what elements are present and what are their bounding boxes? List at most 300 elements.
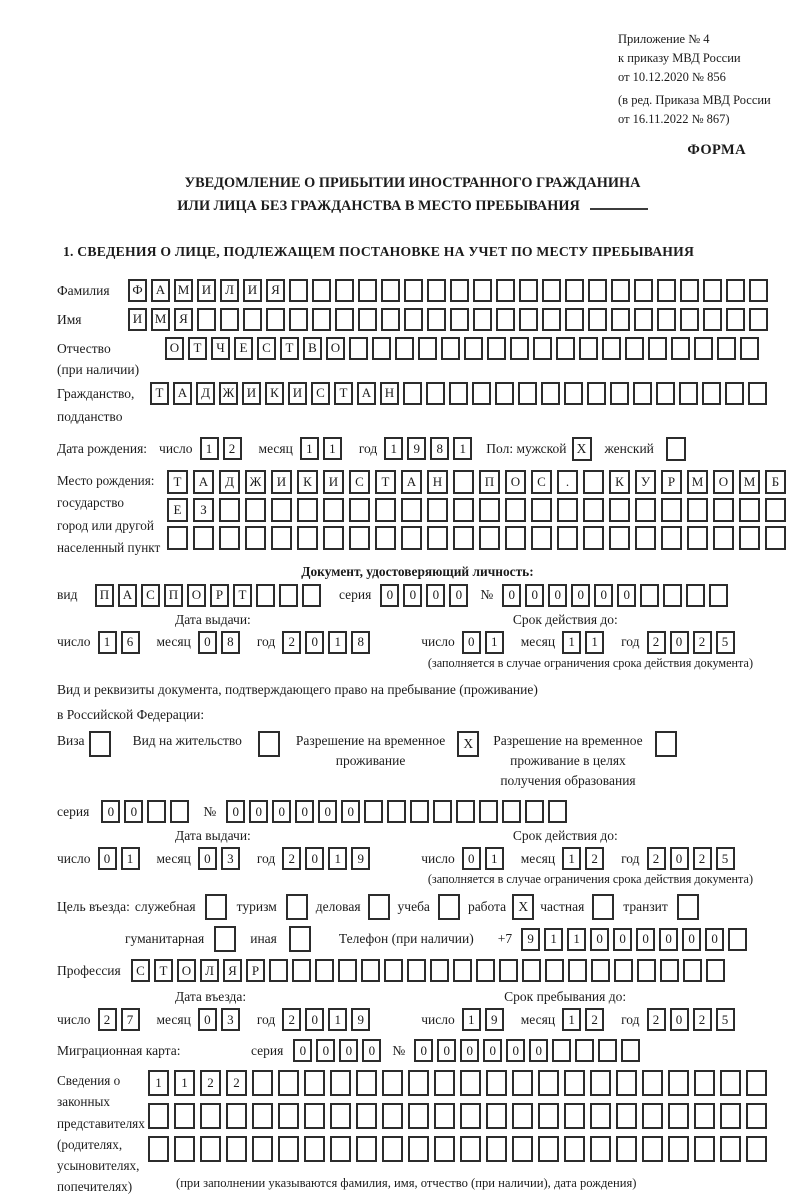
checkbox-transit[interactable] [677,894,699,920]
checkbox-private[interactable] [592,894,614,920]
char-cell[interactable] [330,1070,351,1096]
char-cell[interactable]: 0 [462,631,481,654]
char-cell[interactable] [625,337,644,360]
char-cell[interactable]: С [311,382,330,405]
char-cell[interactable] [486,1070,507,1096]
char-cell[interactable]: 0 [318,800,337,823]
char-cell[interactable]: У [635,470,656,494]
char-cell[interactable] [174,1136,195,1162]
char-cell[interactable] [479,526,500,550]
char-cell[interactable] [703,308,722,331]
char-cell[interactable] [765,526,786,550]
char-cell[interactable] [464,337,483,360]
char-cell[interactable]: 0 [341,800,360,823]
char-cell[interactable]: 1 [485,847,504,870]
char-cell[interactable] [556,337,575,360]
char-cell[interactable]: Ф [128,279,147,302]
char-cell[interactable] [453,526,474,550]
char-cell[interactable] [427,498,448,522]
char-cell[interactable]: 0 [362,1039,381,1062]
char-cell[interactable] [200,1103,221,1129]
char-cell[interactable]: 1 [98,631,117,654]
char-cell[interactable] [256,584,275,607]
char-cell[interactable]: 0 [670,631,689,654]
char-cell[interactable]: 0 [414,1039,433,1062]
char-cell[interactable] [545,959,564,982]
char-cell[interactable] [739,526,760,550]
char-cell[interactable] [403,382,422,405]
char-cell[interactable] [476,959,495,982]
char-cell[interactable] [502,800,521,823]
char-cell[interactable]: Т [167,470,188,494]
char-cell[interactable] [668,1070,689,1096]
char-cell[interactable]: 0 [226,800,245,823]
char-cell[interactable]: 2 [693,1008,712,1031]
char-cell[interactable] [304,1070,325,1096]
char-cell[interactable] [226,1103,247,1129]
char-cell[interactable] [602,337,621,360]
char-cell[interactable] [197,308,216,331]
char-cell[interactable] [668,1103,689,1129]
char-cell[interactable] [512,1136,533,1162]
char-cell[interactable]: 0 [460,1039,479,1062]
char-cell[interactable]: 0 [571,584,590,607]
char-cell[interactable]: 0 [98,847,117,870]
char-cell[interactable] [312,279,331,302]
char-cell[interactable] [748,382,767,405]
char-cell[interactable]: 1 [562,847,581,870]
char-cell[interactable] [616,1070,637,1096]
char-cell[interactable]: 0 [295,800,314,823]
char-cell[interactable]: Я [266,279,285,302]
char-cell[interactable] [252,1136,273,1162]
char-cell[interactable]: 1 [567,928,586,951]
char-cell[interactable]: А [151,279,170,302]
char-cell[interactable] [726,279,745,302]
char-cell[interactable]: 0 [670,1008,689,1031]
char-cell[interactable] [147,800,166,823]
char-cell[interactable]: 9 [351,1008,370,1031]
char-cell[interactable] [312,308,331,331]
char-cell[interactable]: О [713,470,734,494]
checkbox-study[interactable] [438,894,460,920]
char-cell[interactable]: 0 [293,1039,312,1062]
char-cell[interactable] [642,1136,663,1162]
char-cell[interactable] [694,1070,715,1096]
char-cell[interactable] [642,1070,663,1096]
char-cell[interactable] [292,959,311,982]
char-cell[interactable] [702,382,721,405]
char-cell[interactable] [170,800,189,823]
char-cell[interactable] [679,382,698,405]
char-cell[interactable]: 3 [221,1008,240,1031]
char-cell[interactable] [726,308,745,331]
char-cell[interactable]: 2 [98,1008,117,1031]
char-cell[interactable] [610,382,629,405]
char-cell[interactable] [557,526,578,550]
char-cell[interactable] [557,498,578,522]
char-cell[interactable] [193,526,214,550]
checkbox-visa[interactable] [89,731,111,757]
char-cell[interactable] [635,526,656,550]
char-cell[interactable] [323,498,344,522]
char-cell[interactable]: 7 [121,1008,140,1031]
char-cell[interactable] [616,1103,637,1129]
char-cell[interactable]: 5 [716,1008,735,1031]
char-cell[interactable] [349,498,370,522]
char-cell[interactable]: 6 [121,631,140,654]
char-cell[interactable] [473,308,492,331]
char-cell[interactable]: 0 [305,847,324,870]
char-cell[interactable]: И [242,382,261,405]
char-cell[interactable]: 0 [198,1008,217,1031]
char-cell[interactable]: 0 [305,631,324,654]
char-cell[interactable]: Л [200,959,219,982]
char-cell[interactable] [271,526,292,550]
char-cell[interactable] [725,382,744,405]
char-cell[interactable] [717,337,736,360]
char-cell[interactable] [479,498,500,522]
char-cell[interactable]: 0 [659,928,678,951]
char-cell[interactable] [434,1136,455,1162]
char-cell[interactable]: Я [174,308,193,331]
char-cell[interactable] [335,308,354,331]
char-cell[interactable] [538,1136,559,1162]
char-cell[interactable] [746,1070,767,1096]
char-cell[interactable] [472,382,491,405]
char-cell[interactable]: 1 [328,847,347,870]
char-cell[interactable] [671,337,690,360]
char-cell[interactable] [375,526,396,550]
char-cell[interactable] [297,498,318,522]
char-cell[interactable]: 1 [174,1070,195,1096]
char-cell[interactable] [518,382,537,405]
char-cell[interactable]: Т [188,337,207,360]
char-cell[interactable] [575,1039,594,1062]
char-cell[interactable] [338,959,357,982]
char-cell[interactable]: 1 [562,631,581,654]
char-cell[interactable] [450,279,469,302]
char-cell[interactable]: Б [765,470,786,494]
char-cell[interactable] [694,1136,715,1162]
char-cell[interactable] [749,308,768,331]
char-cell[interactable]: 0 [198,631,217,654]
checkbox-business[interactable] [368,894,390,920]
char-cell[interactable] [541,382,560,405]
char-cell[interactable]: 0 [548,584,567,607]
char-cell[interactable] [496,308,515,331]
char-cell[interactable] [512,1070,533,1096]
char-cell[interactable] [505,526,526,550]
char-cell[interactable] [148,1136,169,1162]
char-cell[interactable]: 2 [647,1008,666,1031]
char-cell[interactable] [381,279,400,302]
char-cell[interactable] [720,1070,741,1096]
char-cell[interactable] [739,498,760,522]
char-cell[interactable] [542,279,561,302]
char-cell[interactable] [680,279,699,302]
char-cell[interactable] [656,382,675,405]
char-cell[interactable]: А [118,584,137,607]
char-cell[interactable]: П [164,584,183,607]
char-cell[interactable] [531,526,552,550]
char-cell[interactable] [460,1103,481,1129]
char-cell[interactable] [720,1136,741,1162]
char-cell[interactable] [266,308,285,331]
char-cell[interactable] [687,526,708,550]
char-cell[interactable] [522,959,541,982]
char-cell[interactable] [583,526,604,550]
char-cell[interactable] [174,1103,195,1129]
char-cell[interactable] [538,1103,559,1129]
char-cell[interactable]: 0 [101,800,120,823]
checkbox-residence-permit[interactable] [258,731,280,757]
char-cell[interactable]: 2 [647,847,666,870]
char-cell[interactable] [765,498,786,522]
char-cell[interactable] [496,279,515,302]
char-cell[interactable] [269,959,288,982]
char-cell[interactable] [598,1039,617,1062]
char-cell[interactable]: Т [334,382,353,405]
char-cell[interactable]: 0 [426,584,445,607]
char-cell[interactable] [512,1103,533,1129]
char-cell[interactable]: О [177,959,196,982]
char-cell[interactable] [460,1136,481,1162]
char-cell[interactable]: 8 [351,631,370,654]
char-cell[interactable]: 0 [272,800,291,823]
char-cell[interactable] [486,1136,507,1162]
char-cell[interactable] [564,1103,585,1129]
char-cell[interactable] [358,279,377,302]
char-cell[interactable]: 1 [453,437,472,460]
char-cell[interactable]: С [531,470,552,494]
char-cell[interactable]: 1 [200,437,219,460]
char-cell[interactable] [680,308,699,331]
char-cell[interactable] [220,308,239,331]
checkbox-male[interactable]: X [572,437,592,461]
char-cell[interactable] [579,337,598,360]
char-cell[interactable] [487,337,506,360]
checkbox-temp-residence-edu[interactable] [655,731,677,757]
char-cell[interactable] [538,1070,559,1096]
char-cell[interactable] [278,1103,299,1129]
char-cell[interactable] [642,1103,663,1129]
char-cell[interactable] [410,800,429,823]
char-cell[interactable]: 0 [249,800,268,823]
char-cell[interactable]: 1 [485,631,504,654]
char-cell[interactable]: 2 [226,1070,247,1096]
char-cell[interactable] [634,279,653,302]
char-cell[interactable]: 5 [716,631,735,654]
char-cell[interactable]: А [173,382,192,405]
char-cell[interactable]: 0 [590,928,609,951]
char-cell[interactable]: 1 [462,1008,481,1031]
char-cell[interactable]: 8 [221,631,240,654]
char-cell[interactable] [289,279,308,302]
char-cell[interactable] [588,308,607,331]
char-cell[interactable]: 2 [282,1008,301,1031]
char-cell[interactable] [226,1136,247,1162]
char-cell[interactable] [433,800,452,823]
char-cell[interactable]: 9 [407,437,426,460]
char-cell[interactable] [401,526,422,550]
char-cell[interactable]: Т [280,337,299,360]
char-cell[interactable] [302,584,321,607]
char-cell[interactable]: 0 [462,847,481,870]
char-cell[interactable] [382,1136,403,1162]
char-cell[interactable]: М [687,470,708,494]
char-cell[interactable] [640,584,659,607]
char-cell[interactable] [289,308,308,331]
char-cell[interactable] [407,959,426,982]
char-cell[interactable] [683,959,702,982]
checkbox-official[interactable] [205,894,227,920]
char-cell[interactable] [486,1103,507,1129]
char-cell[interactable]: 2 [647,631,666,654]
char-cell[interactable]: М [151,308,170,331]
char-cell[interactable]: Д [196,382,215,405]
char-cell[interactable] [473,279,492,302]
char-cell[interactable] [441,337,460,360]
char-cell[interactable] [323,526,344,550]
char-cell[interactable] [703,279,722,302]
char-cell[interactable] [590,1070,611,1096]
char-cell[interactable] [749,279,768,302]
char-cell[interactable] [611,308,630,331]
char-cell[interactable] [510,337,529,360]
char-cell[interactable]: 9 [351,847,370,870]
char-cell[interactable]: И [271,470,292,494]
char-cell[interactable]: В [303,337,322,360]
char-cell[interactable] [335,279,354,302]
char-cell[interactable] [706,959,725,982]
char-cell[interactable]: М [739,470,760,494]
char-cell[interactable] [427,526,448,550]
char-cell[interactable] [349,526,370,550]
char-cell[interactable] [330,1103,351,1129]
char-cell[interactable] [364,800,383,823]
char-cell[interactable]: 0 [670,847,689,870]
char-cell[interactable]: Я [223,959,242,982]
char-cell[interactable] [279,584,298,607]
char-cell[interactable]: 8 [430,437,449,460]
char-cell[interactable] [505,498,526,522]
char-cell[interactable] [148,1103,169,1129]
char-cell[interactable]: И [288,382,307,405]
char-cell[interactable] [525,800,544,823]
char-cell[interactable] [372,337,391,360]
checkbox-humanitarian[interactable] [214,926,236,952]
char-cell[interactable] [588,279,607,302]
char-cell[interactable]: Д [219,470,240,494]
char-cell[interactable] [590,1136,611,1162]
char-cell[interactable]: 0 [682,928,701,951]
char-cell[interactable]: Ж [219,382,238,405]
char-cell[interactable]: 2 [693,847,712,870]
char-cell[interactable] [746,1103,767,1129]
char-cell[interactable]: О [187,584,206,607]
char-cell[interactable] [609,498,630,522]
char-cell[interactable]: 0 [525,584,544,607]
char-cell[interactable]: О [505,470,526,494]
char-cell[interactable] [616,1136,637,1162]
char-cell[interactable] [564,1136,585,1162]
char-cell[interactable]: 0 [594,584,613,607]
char-cell[interactable]: 2 [282,847,301,870]
char-cell[interactable]: Т [375,470,396,494]
char-cell[interactable]: Н [427,470,448,494]
char-cell[interactable] [387,800,406,823]
char-cell[interactable] [219,498,240,522]
char-cell[interactable]: 5 [716,847,735,870]
char-cell[interactable]: 0 [316,1039,335,1062]
char-cell[interactable]: 0 [705,928,724,951]
char-cell[interactable] [375,498,396,522]
char-cell[interactable] [728,928,747,951]
char-cell[interactable] [278,1136,299,1162]
char-cell[interactable] [408,1070,429,1096]
char-cell[interactable] [382,1070,403,1096]
char-cell[interactable] [663,584,682,607]
char-cell[interactable]: О [165,337,184,360]
char-cell[interactable]: С [131,959,150,982]
char-cell[interactable]: 0 [305,1008,324,1031]
char-cell[interactable]: А [357,382,376,405]
char-cell[interactable] [426,382,445,405]
char-cell[interactable] [564,382,583,405]
char-cell[interactable]: 2 [200,1070,221,1096]
char-cell[interactable]: 0 [483,1039,502,1062]
char-cell[interactable]: 3 [221,847,240,870]
char-cell[interactable] [499,959,518,982]
char-cell[interactable]: Р [661,470,682,494]
char-cell[interactable]: Е [234,337,253,360]
char-cell[interactable]: З [193,498,214,522]
char-cell[interactable] [430,959,449,982]
char-cell[interactable] [668,1136,689,1162]
char-cell[interactable] [297,526,318,550]
char-cell[interactable]: 0 [529,1039,548,1062]
char-cell[interactable]: 0 [380,584,399,607]
char-cell[interactable] [434,1070,455,1096]
char-cell[interactable]: Н [380,382,399,405]
checkbox-work[interactable]: X [512,894,534,920]
char-cell[interactable] [519,279,538,302]
char-cell[interactable]: Е [167,498,188,522]
char-cell[interactable]: 1 [544,928,563,951]
char-cell[interactable]: М [174,279,193,302]
char-cell[interactable] [637,959,656,982]
char-cell[interactable]: 0 [636,928,655,951]
char-cell[interactable] [453,959,472,982]
char-cell[interactable] [271,498,292,522]
char-cell[interactable] [304,1103,325,1129]
char-cell[interactable] [453,498,474,522]
char-cell[interactable]: 0 [449,584,468,607]
char-cell[interactable]: П [95,584,114,607]
char-cell[interactable] [531,498,552,522]
char-cell[interactable] [713,526,734,550]
char-cell[interactable]: 9 [485,1008,504,1031]
char-cell[interactable] [453,470,474,494]
char-cell[interactable] [657,308,676,331]
char-cell[interactable] [568,959,587,982]
char-cell[interactable] [219,526,240,550]
char-cell[interactable]: С [349,470,370,494]
char-cell[interactable]: Л [220,279,239,302]
char-cell[interactable] [633,382,652,405]
char-cell[interactable] [661,498,682,522]
